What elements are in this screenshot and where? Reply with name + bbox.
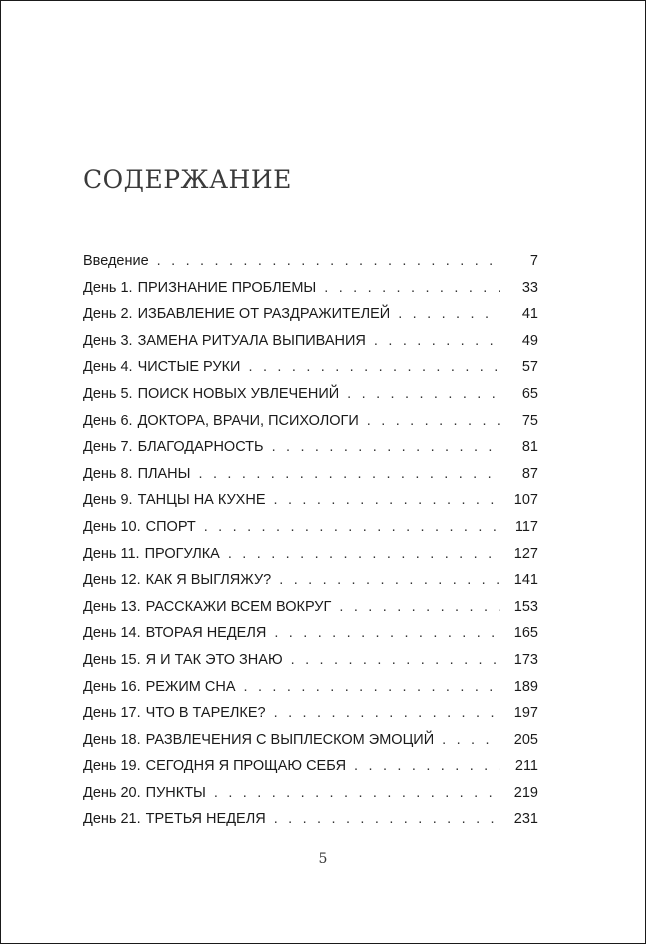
- toc-entry-leader-dots: [199, 466, 501, 482]
- toc-entry-page: 173: [513, 651, 538, 668]
- toc-entry-title: ЧИСТЫЕ РУКИ: [137, 359, 241, 376]
- toc-entry-title: СПОРТ: [145, 518, 196, 535]
- toc-entry-page: 141: [513, 572, 538, 589]
- toc-entry-day: День 17.: [83, 705, 141, 722]
- toc-entry-title: Введение: [83, 253, 149, 269]
- toc-entry: [83, 519, 538, 546]
- toc-entry-leader-dots: [442, 732, 500, 748]
- toc-entry-leader-dots: [214, 785, 500, 801]
- toc-entry-page: 189: [513, 678, 538, 695]
- toc-entry-page: 41: [521, 306, 538, 323]
- toc-entry-day: День 11.: [83, 545, 140, 562]
- toc-entry: [83, 705, 538, 732]
- toc-entry-title: ИЗБАВЛЕНИЕ ОТ РАЗДРАЖИТЕЛЕЙ: [137, 306, 391, 323]
- toc-entry-page: 33: [521, 279, 538, 296]
- toc-entry-day: День 21.: [83, 811, 141, 828]
- toc-entry: [83, 599, 538, 626]
- toc-entry-day: День 9.: [83, 492, 133, 509]
- toc-entry-day: День 20.: [83, 784, 141, 801]
- toc-entry-title: КАК Я ВЫГЛЯЖУ?: [145, 572, 272, 589]
- toc-entry: [83, 811, 538, 838]
- toc-entry-title: ТАНЦЫ НА КУХНЕ: [137, 492, 266, 509]
- toc-entry-leader-dots: [274, 625, 500, 641]
- toc-entry-page: 205: [513, 731, 538, 748]
- table-of-contents: [83, 253, 538, 838]
- toc-entry: [83, 625, 538, 652]
- toc-entry-page: 107: [513, 492, 538, 509]
- toc-entry-leader-dots: [339, 599, 500, 615]
- toc-entry: [83, 359, 538, 386]
- toc-entry-day: День 15.: [83, 651, 141, 668]
- toc-entry-leader-dots: [291, 652, 500, 668]
- toc-entry-page: 153: [513, 598, 538, 615]
- toc-entry-title: РЕЖИМ СНА: [145, 678, 236, 695]
- toc-entry-page: 231: [513, 811, 538, 828]
- toc-entry-leader-dots: [248, 359, 500, 375]
- toc-entry-leader-dots: [244, 679, 500, 695]
- toc-entry-page: 81: [521, 439, 538, 456]
- toc-entry-title: ПОИСК НОВЫХ УВЛЕЧЕНИЙ: [137, 385, 340, 402]
- toc-entry: [83, 546, 538, 573]
- toc-entry-title: ТРЕТЬЯ НЕДЕЛЯ: [145, 811, 266, 828]
- toc-entry-page: 197: [513, 705, 538, 722]
- toc-entry-leader-dots: [228, 546, 500, 562]
- toc-entry: [83, 732, 538, 759]
- toc-entry: [83, 652, 538, 679]
- toc-entry-page: 65: [521, 385, 538, 402]
- toc-entry-leader-dots: [274, 492, 501, 508]
- toc-entry: [83, 785, 538, 812]
- toc-entry-leader-dots: [354, 758, 500, 774]
- toc-entry-day: День 1.: [83, 279, 133, 296]
- toc-entry: [83, 253, 538, 280]
- toc-entry-day: День 14.: [83, 625, 141, 642]
- toc-entry-page: 127: [513, 545, 538, 562]
- toc-entry: [83, 679, 538, 706]
- toc-entry: [83, 333, 538, 360]
- toc-entry-title: ПЛАНЫ: [137, 465, 191, 482]
- toc-entry-title: ЗАМЕНА РИТУАЛА ВЫПИВАНИЯ: [137, 332, 366, 349]
- toc-entry: [83, 492, 538, 519]
- toc-entry-page: 75: [521, 412, 538, 429]
- toc-entry-leader-dots: [279, 572, 500, 588]
- toc-entry-leader-dots: [367, 413, 500, 429]
- toc-entry-title: Я И ТАК ЭТО ЗНАЮ: [145, 651, 283, 668]
- toc-entry-day: День 19.: [83, 758, 141, 775]
- toc-entry-day: День 4.: [83, 359, 133, 376]
- toc-entry: [83, 466, 538, 493]
- toc-entry-day: День 6.: [83, 412, 133, 429]
- toc-entry-day: День 16.: [83, 678, 141, 695]
- toc-entry: [83, 280, 538, 307]
- toc-entry-leader-dots: [204, 519, 500, 535]
- toc-entry-title: СЕГОДНЯ Я ПРОЩАЮ СЕБЯ: [145, 758, 347, 775]
- toc-entry-page: 7: [529, 253, 538, 269]
- toc-entry: [83, 413, 538, 440]
- toc-entry-title: БЛАГОДАРНОСТЬ: [137, 439, 264, 456]
- toc-entry: [83, 572, 538, 599]
- toc-entry: [83, 306, 538, 333]
- toc-entry-day: День 3.: [83, 332, 133, 349]
- toc-entry-title: ЧТО В ТАРЕЛКЕ?: [145, 705, 266, 722]
- toc-entry-page: 49: [521, 332, 538, 349]
- toc-entry: [83, 758, 538, 785]
- toc-entry-page: 57: [521, 359, 538, 376]
- toc-entry-day: День 18.: [83, 731, 141, 748]
- toc-entry-title: ПРИЗНАНИЕ ПРОБЛЕМЫ: [137, 279, 317, 296]
- toc-entry-page: 219: [513, 784, 538, 801]
- toc-entry-day: День 13.: [83, 598, 141, 615]
- toc-entry-title: ПУНКТЫ: [145, 784, 206, 801]
- toc-entry-title: РАССКАЖИ ВСЕМ ВОКРУГ: [145, 598, 332, 615]
- toc-entry: [83, 439, 538, 466]
- toc-entry-leader-dots: [347, 386, 500, 402]
- toc-entry-title: ПРОГУЛКА: [144, 545, 220, 562]
- toc-entry-page: 117: [514, 518, 538, 535]
- toc-entry-leader-dots: [374, 333, 500, 349]
- toc-entry-leader-dots: [398, 306, 500, 322]
- toc-entry-day: День 12.: [83, 572, 141, 589]
- toc-entry-title: ВТОРАЯ НЕДЕЛЯ: [145, 625, 267, 642]
- toc-entry-page: 165: [513, 625, 538, 642]
- toc-entry-leader-dots: [324, 280, 500, 296]
- toc-entry-leader-dots: [274, 811, 500, 827]
- page-title: СОДЕРЖАНИЕ: [83, 165, 292, 194]
- toc-entry-title: ДОКТОРА, ВРАЧИ, ПСИХОЛОГИ: [137, 412, 359, 429]
- toc-entry-leader-dots: [272, 439, 500, 455]
- toc-entry-leader-dots: [274, 705, 500, 721]
- toc-entry-day: День 7.: [83, 439, 133, 456]
- toc-entry-leader-dots: [157, 253, 500, 269]
- toc-entry-title: РАЗВЛЕЧЕНИЯ С ВЫПЛЕСКОМ ЭМОЦИЙ: [145, 731, 435, 748]
- toc-entry-day: День 5.: [83, 385, 133, 402]
- toc-entry: [83, 386, 538, 413]
- toc-entry-day: День 8.: [83, 465, 133, 482]
- toc-entry-day: День 2.: [83, 306, 133, 323]
- toc-entry-page: 211: [514, 758, 538, 775]
- toc-entry-day: День 10.: [83, 518, 141, 535]
- page-number: 5: [318, 851, 328, 867]
- toc-entry-page: 87: [521, 465, 538, 482]
